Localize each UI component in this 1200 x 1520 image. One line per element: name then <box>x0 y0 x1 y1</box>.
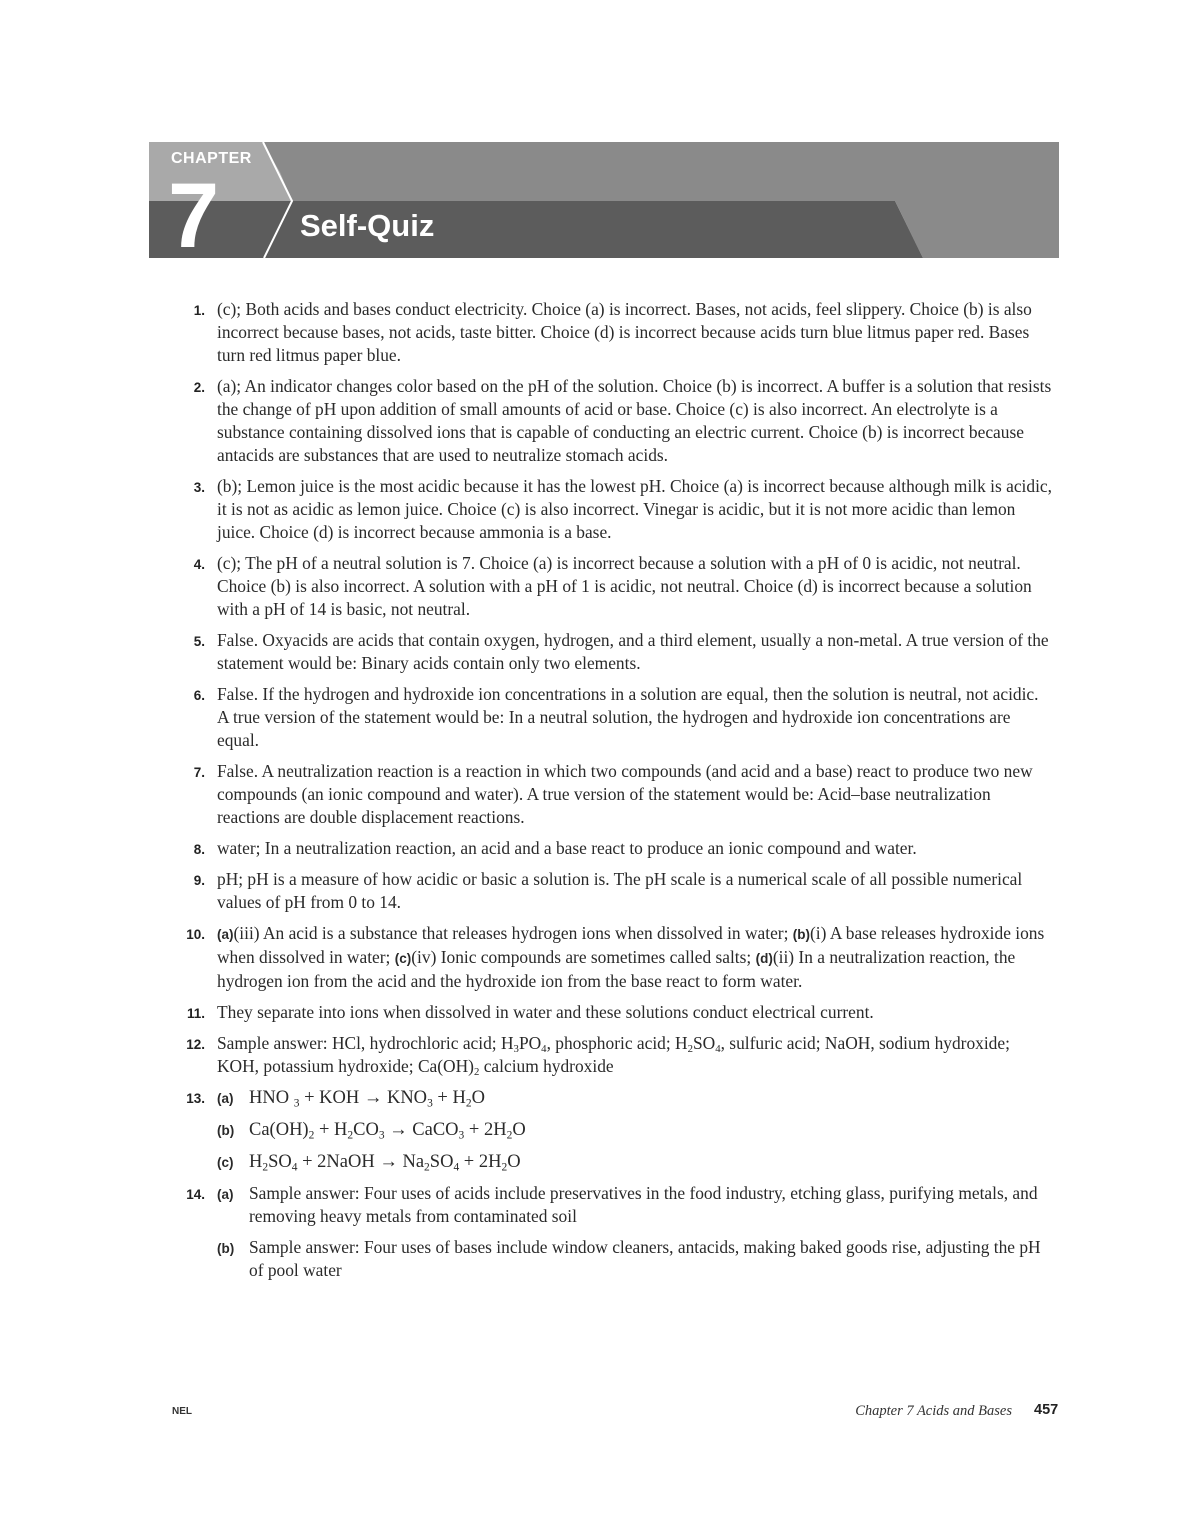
answer-number: 4. <box>193 557 205 572</box>
part-label: (a) <box>217 1187 234 1202</box>
answer-text: water; In a neutralization reaction, an acid and a base react to produce an ionic compound and water. <box>217 838 917 858</box>
answer-item-14 <box>172 1182 1052 1282</box>
part-text: (iii) An acid is a substance that releases hydrogen ions when dissolved in water; <box>233 923 793 943</box>
answer-item <box>172 375 1052 467</box>
answer-number: 5. <box>193 634 205 649</box>
answer-item-11 <box>172 1001 1052 1024</box>
answer-item-12 <box>172 1032 1052 1078</box>
answer-text: (a); An indicator changes color based on the pH of the solution. Choice (b) is incorrect. A buffer is a solution that resists the change of pH upon addition of small amounts of acid or base. Choice (c) is also incorrect. An electrolyte is a substance containing dissolved ions that is capable of conducting an electric current. Choice (b) is incorrect because antacids are substances that are used to neutralize stomach acids. <box>217 376 1052 465</box>
part-text: (iv) Ionic compounds are sometimes called salts; <box>411 947 756 967</box>
part-label: (b) <box>217 1241 235 1256</box>
part-label: (d) <box>755 951 773 966</box>
answer-number: 3. <box>193 480 205 495</box>
part-label: (c) <box>394 951 412 966</box>
equation-text: $Ca(OH)_2 + H_2CO_3$ → CaCO$_3$ + $2H_2O$ <box>249 1120 526 1142</box>
answer-number: 2. <box>193 380 205 395</box>
answer-list <box>172 298 1052 1290</box>
part-label: (b) <box>217 1123 235 1138</box>
part-b <box>217 1236 1052 1282</box>
answer-text: Sample answer: HCl, hydrochloric acid; $H_3PO_4$, phosphoric acid; $H_2SO_4$, sulfuric acid; NaOH, sodium hydroxide; KOH, potassium hydroxide; $Ca(OH)_2$ calcium hydroxide <box>217 1033 1010 1079</box>
answer-number: 12. <box>186 1037 205 1052</box>
answer-text: False. Oxyacids are acids that contain oxygen, hydrogen, and a third element, usually a non-metal. A true version of the statement would be: Binary acids contain only two elements. <box>217 630 1049 673</box>
answer-number: 13. <box>186 1091 205 1106</box>
answer-item-10 <box>172 922 1052 993</box>
footer-chapter-title: Chapter 7 Acids and Bases <box>855 1403 1012 1419</box>
part-text: (i) A base releases hydroxide ions when dissolved in water; <box>217 923 1045 967</box>
part-label: (c) <box>217 1155 234 1170</box>
chapter-number: 7 <box>168 165 220 267</box>
part-label: (a) <box>217 927 234 942</box>
part-label: (a) <box>217 1091 234 1106</box>
answer-text: (c); Both acids and bases conduct electricity. Choice (a) is incorrect. Bases, not acids, feel slippery. Choice (b) is also incorrect because bases, not acids, taste bitter. Choice (d) is incorrect because acids turn blue litmus paper red. Bases turn red litmus paper blue. <box>217 299 1032 365</box>
part-label: (b) <box>792 927 811 942</box>
part-text: Sample answer: Four uses of acids include preservatives in the food industry, etching glass, purifying metals, and removing heavy metals from contaminated soil <box>249 1183 1038 1226</box>
footer-publisher: NEL <box>172 1406 192 1417</box>
answer-item <box>172 760 1052 829</box>
equation-text: HNO $_3$ + KOH → $KNO_3 + H_2O$ <box>249 1088 485 1110</box>
answer-item <box>172 552 1052 621</box>
answer-text: They separate into ions when dissolved in water and these solutions conduct electrical current. <box>217 1002 874 1022</box>
answer-item <box>172 629 1052 675</box>
answer-text: (b); Lemon juice is the most acidic because it has the lowest pH. Choice (a) is incorrect because although milk is acidic, it is not as acidic as lemon juice. Choice (c) is also incorrect. Vinegar is acidic, but it is not more acidic than lemon juice. Choice (d) is incorrect because ammonia is a base. <box>217 476 1052 542</box>
equation-text: $H_2SO_4$ + 2NaOH → $Na_2SO_4 + 2H_2O$ <box>249 1152 521 1174</box>
answer-item <box>172 837 1052 860</box>
answer-number: 9. <box>193 873 205 888</box>
answer-item <box>172 683 1052 752</box>
answer-item <box>172 475 1052 544</box>
answer-item <box>172 868 1052 914</box>
answer-number: 1. <box>193 303 205 318</box>
page-title: Self-Quiz <box>300 208 435 243</box>
answer-number: 14. <box>186 1187 205 1202</box>
equation-b <box>217 1118 1052 1142</box>
answer-number: 11. <box>186 1006 205 1021</box>
answer-text: False. A neutralization reaction is a reaction in which two compounds (and acid and a base) react to produce two new compounds (an ionic compound and water). A true version of the statement would be: Acid–base neutralization reactions are double displacement reactions. <box>217 761 1033 827</box>
answer-number: 7. <box>193 765 205 780</box>
part-a <box>217 1182 1052 1228</box>
part-text: (ii) In a neutralization reaction, the hydrogen ion from the acid and the hydroxide ion from the base react to form water. <box>217 947 1016 991</box>
equation-a <box>217 1086 1052 1110</box>
answer-text: False. If the hydrogen and hydroxide ion concentrations in a solution are equal, then the solution is neutral, not acidic. A true version of the statement would be: In a neutral solution, the hydrogen and hydroxide ion concentrations are equal. <box>217 684 1039 750</box>
part-text: Sample answer: Four uses of bases include window cleaners, antacids, making baked goods rise, adjusting the pH of pool water <box>249 1237 1041 1280</box>
answer-text: (c); The pH of a neutral solution is 7. Choice (a) is incorrect because a solution with a pH of 0 is acidic, not neutral. Choice (b) is also incorrect. A solution with a pH of 1 is acidic, not neutral. Choice (d) is incorrect because a solution with a pH of 14 is basic, not neutral. <box>217 553 1032 619</box>
answer-text: pH; pH is a measure of how acidic or basic a solution is. The pH scale is a numerical scale of all possible numerical values of pH from 0 to 14. <box>217 869 1023 912</box>
answer-item-13 <box>172 1086 1052 1174</box>
chapter-banner <box>0 0 1200 270</box>
chapter-label: CHAPTER <box>171 150 252 167</box>
answer-number: 10. <box>186 927 205 942</box>
answer-item <box>172 298 1052 367</box>
answer-number: 8. <box>193 842 205 857</box>
page-number: 457 <box>1034 1402 1059 1418</box>
answer-number: 6. <box>193 688 205 703</box>
equation-c <box>217 1150 1052 1174</box>
